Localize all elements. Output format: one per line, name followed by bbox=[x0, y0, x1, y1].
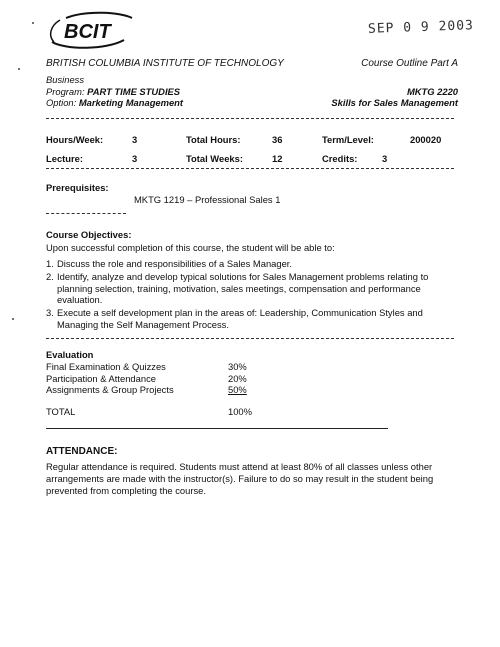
course-code: MKTG 2220 bbox=[406, 86, 458, 97]
option-line bbox=[46, 97, 183, 109]
objectives-divider bbox=[46, 338, 454, 339]
evaluation-row-label: Participation & Attendance bbox=[46, 372, 156, 384]
evaluation-row bbox=[46, 373, 306, 385]
evaluation-row-value: 50% bbox=[228, 384, 247, 396]
evaluation-heading: Evaluation bbox=[46, 349, 94, 360]
prerequisites-label: Prerequisites: bbox=[46, 182, 109, 193]
option-label: Option: bbox=[46, 97, 77, 108]
total-hours-label: Total Hours: bbox=[186, 134, 241, 145]
objective-text: Identify, analyze and develop typical solutions for Sales Management problems relating to planning selection, training, motivation, sales meetings, compensation and performance evaluation. bbox=[57, 270, 429, 306]
evaluation-row-label: Final Examination & Quizzes bbox=[46, 360, 166, 372]
objective-item bbox=[46, 258, 456, 270]
lecture-value: 3 bbox=[132, 153, 138, 164]
evaluation-total-row bbox=[46, 406, 306, 418]
term-level-value: 200020 bbox=[410, 134, 442, 145]
objective-text: Execute a self development plan in the areas of: Leadership, Communication Styles and Managing the Self Management Process. bbox=[57, 307, 423, 330]
total-weeks-value: 12 bbox=[272, 153, 283, 164]
evaluation-total-label: TOTAL bbox=[46, 406, 76, 417]
term-level-label: Term/Level: bbox=[322, 134, 374, 145]
program-line bbox=[46, 86, 180, 98]
evaluation-row bbox=[46, 384, 306, 396]
objectives-list bbox=[46, 258, 456, 332]
course-title: Skills for Sales Management bbox=[331, 97, 458, 108]
objective-number: 2. bbox=[46, 270, 54, 282]
evaluation-block bbox=[46, 349, 306, 418]
option-value: Marketing Management bbox=[78, 97, 184, 108]
scan-speck bbox=[12, 318, 14, 320]
prerequisites-value: MKTG 1219 – Professional Sales 1 bbox=[134, 194, 281, 205]
scan-speck bbox=[32, 22, 34, 24]
evaluation-row-value: 30% bbox=[228, 360, 247, 372]
program-value: PART TIME STUDIES bbox=[87, 86, 181, 97]
evaluation-row bbox=[46, 361, 306, 373]
hours-week-label: Hours/Week: bbox=[46, 134, 104, 145]
credits-label: Credits: bbox=[322, 153, 358, 164]
objective-number: 3. bbox=[46, 307, 54, 318]
lecture-label: Lecture: bbox=[46, 153, 83, 164]
evaluation-divider bbox=[46, 428, 388, 429]
info-divider bbox=[46, 168, 454, 169]
prereq-divider bbox=[46, 213, 126, 214]
attendance-text: Regular attendance is required. Students must attend at least 80% of all classes unless other arrangements are made with the instructor(s). Failure to do so may result in the student being prevented from completing the course. bbox=[46, 461, 434, 496]
institute-name: BRITISH COLUMBIA INSTITUTE OF TECHNOLOGY bbox=[46, 58, 284, 69]
evaluation-total-value: 100% bbox=[228, 406, 252, 417]
objectives-heading: Course Objectives: bbox=[46, 229, 132, 240]
evaluation-row-value: 20% bbox=[228, 372, 247, 384]
objective-number: 1. bbox=[46, 258, 54, 269]
outline-label: Course Outline Part A bbox=[361, 58, 458, 69]
total-weeks-label: Total Weeks: bbox=[186, 153, 243, 164]
scan-speck bbox=[18, 68, 20, 70]
objective-item bbox=[46, 271, 456, 306]
header-divider bbox=[46, 118, 454, 119]
attendance-heading: ATTENDANCE: bbox=[46, 446, 118, 457]
evaluation-row-label: Assignments & Group Projects bbox=[46, 384, 174, 396]
objective-item bbox=[46, 307, 456, 331]
program-label: Program: bbox=[46, 86, 85, 97]
hours-week-value: 3 bbox=[132, 134, 138, 145]
received-stamp: SEP 0 9 2003 bbox=[367, 18, 475, 37]
logo-text: BCIT bbox=[64, 21, 111, 43]
objectives-intro: Upon successful completion of this course, the student will be able to: bbox=[46, 242, 335, 253]
bcit-logo bbox=[46, 10, 138, 50]
credits-value: 3 bbox=[382, 153, 388, 164]
total-hours-value: 36 bbox=[272, 134, 283, 145]
objective-text: Discuss the role and responsibilities of a Sales Manager. bbox=[57, 258, 293, 269]
school-name: Business bbox=[46, 74, 85, 85]
